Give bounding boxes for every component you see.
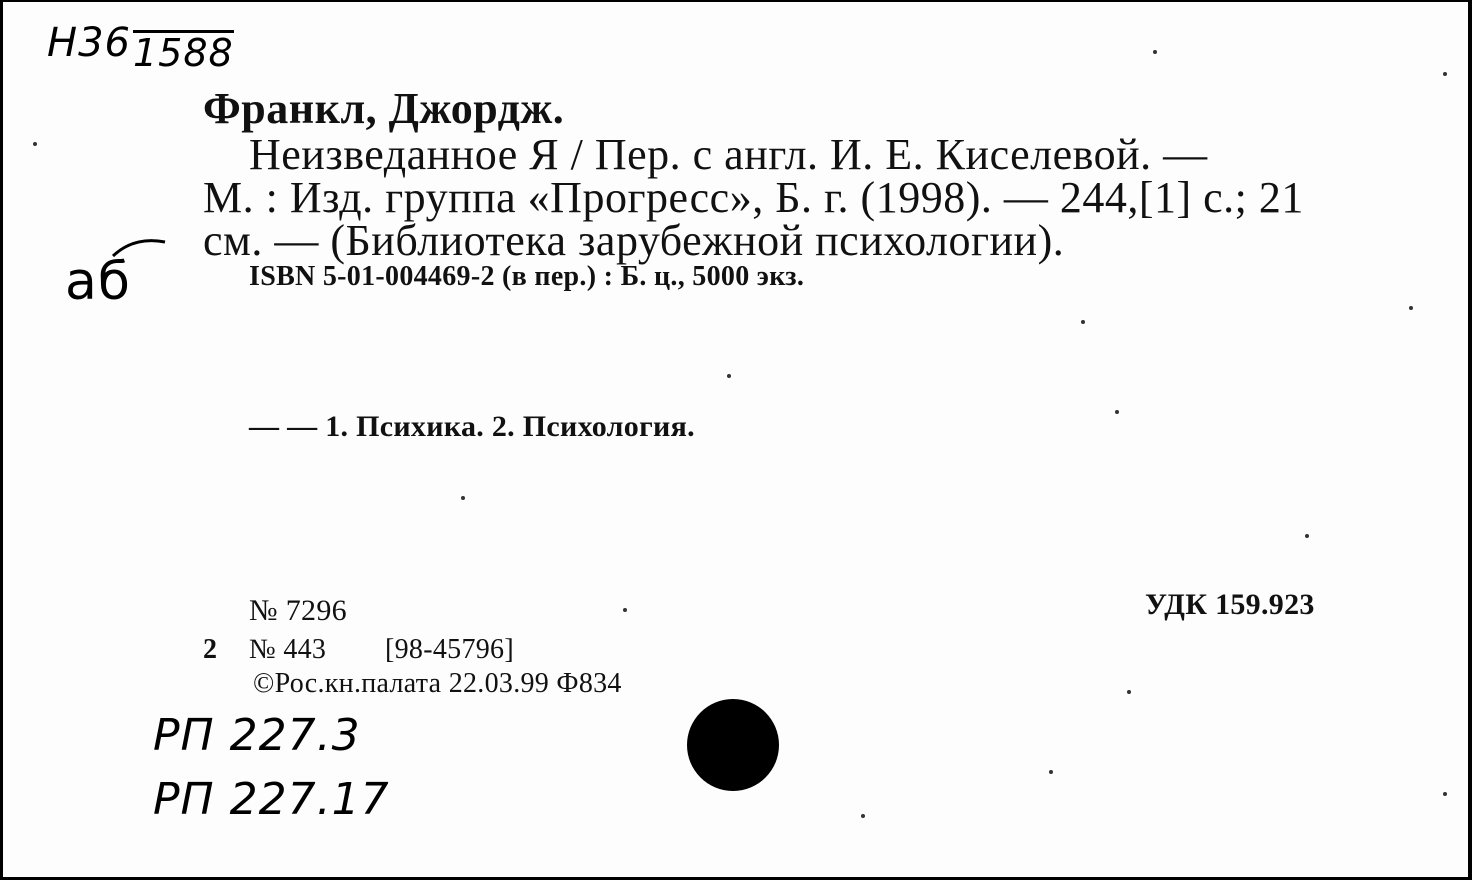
speck: [461, 496, 465, 500]
handwritten-code-1: РП 227.3: [153, 710, 361, 761]
speck: [1153, 50, 1157, 54]
speck: [1115, 410, 1119, 414]
speck: [1443, 72, 1447, 76]
record-number-2: № 443: [249, 634, 327, 665]
speck: [861, 814, 865, 818]
speck: [1443, 792, 1447, 796]
title-line-2: М. : Изд. группа «Прогресс», Б. г. (1998). — 244,[1] с.; 21: [203, 173, 1304, 222]
margin-mark-text: аб: [65, 252, 131, 312]
title-line-1: Неизведанное Я / Пер. с англ. И. Е. Киселевой. —: [249, 130, 1208, 179]
speck: [33, 142, 37, 146]
speck: [1127, 690, 1131, 694]
margin-mark-stroke: [109, 232, 169, 262]
book-chamber-line: ©Рос.кн.палата 22.03.99 Ф834: [253, 668, 622, 699]
call-number-main: H36: [47, 20, 131, 66]
subject-headings: — — 1. Психика. 2. Психология.: [249, 410, 695, 443]
speck: [1409, 306, 1413, 310]
speck: [727, 374, 731, 378]
speck: [1049, 770, 1053, 774]
author-heading: Франкл, Джордж.: [203, 84, 565, 133]
speck: [623, 608, 627, 612]
copies-count: 2: [203, 634, 218, 665]
title-line-3: см. — (Библиотека зарубежной психологии).: [203, 216, 1065, 265]
udc-classification: УДК 159.923: [1145, 588, 1315, 621]
speck: [1081, 320, 1085, 324]
speck: [1305, 534, 1309, 538]
call-number-sub: 1588: [132, 31, 234, 75]
call-number: [47, 20, 234, 75]
record-number-1: № 7296: [249, 594, 347, 627]
isbn-line: ISBN 5-01-004469-2 (в пер.) : Б. ц., 5000 экз.: [249, 261, 805, 292]
punch-hole: [687, 699, 779, 791]
handwritten-code-2: РП 227.17: [153, 774, 390, 825]
record-number-bracket: [98-45796]: [385, 634, 514, 665]
